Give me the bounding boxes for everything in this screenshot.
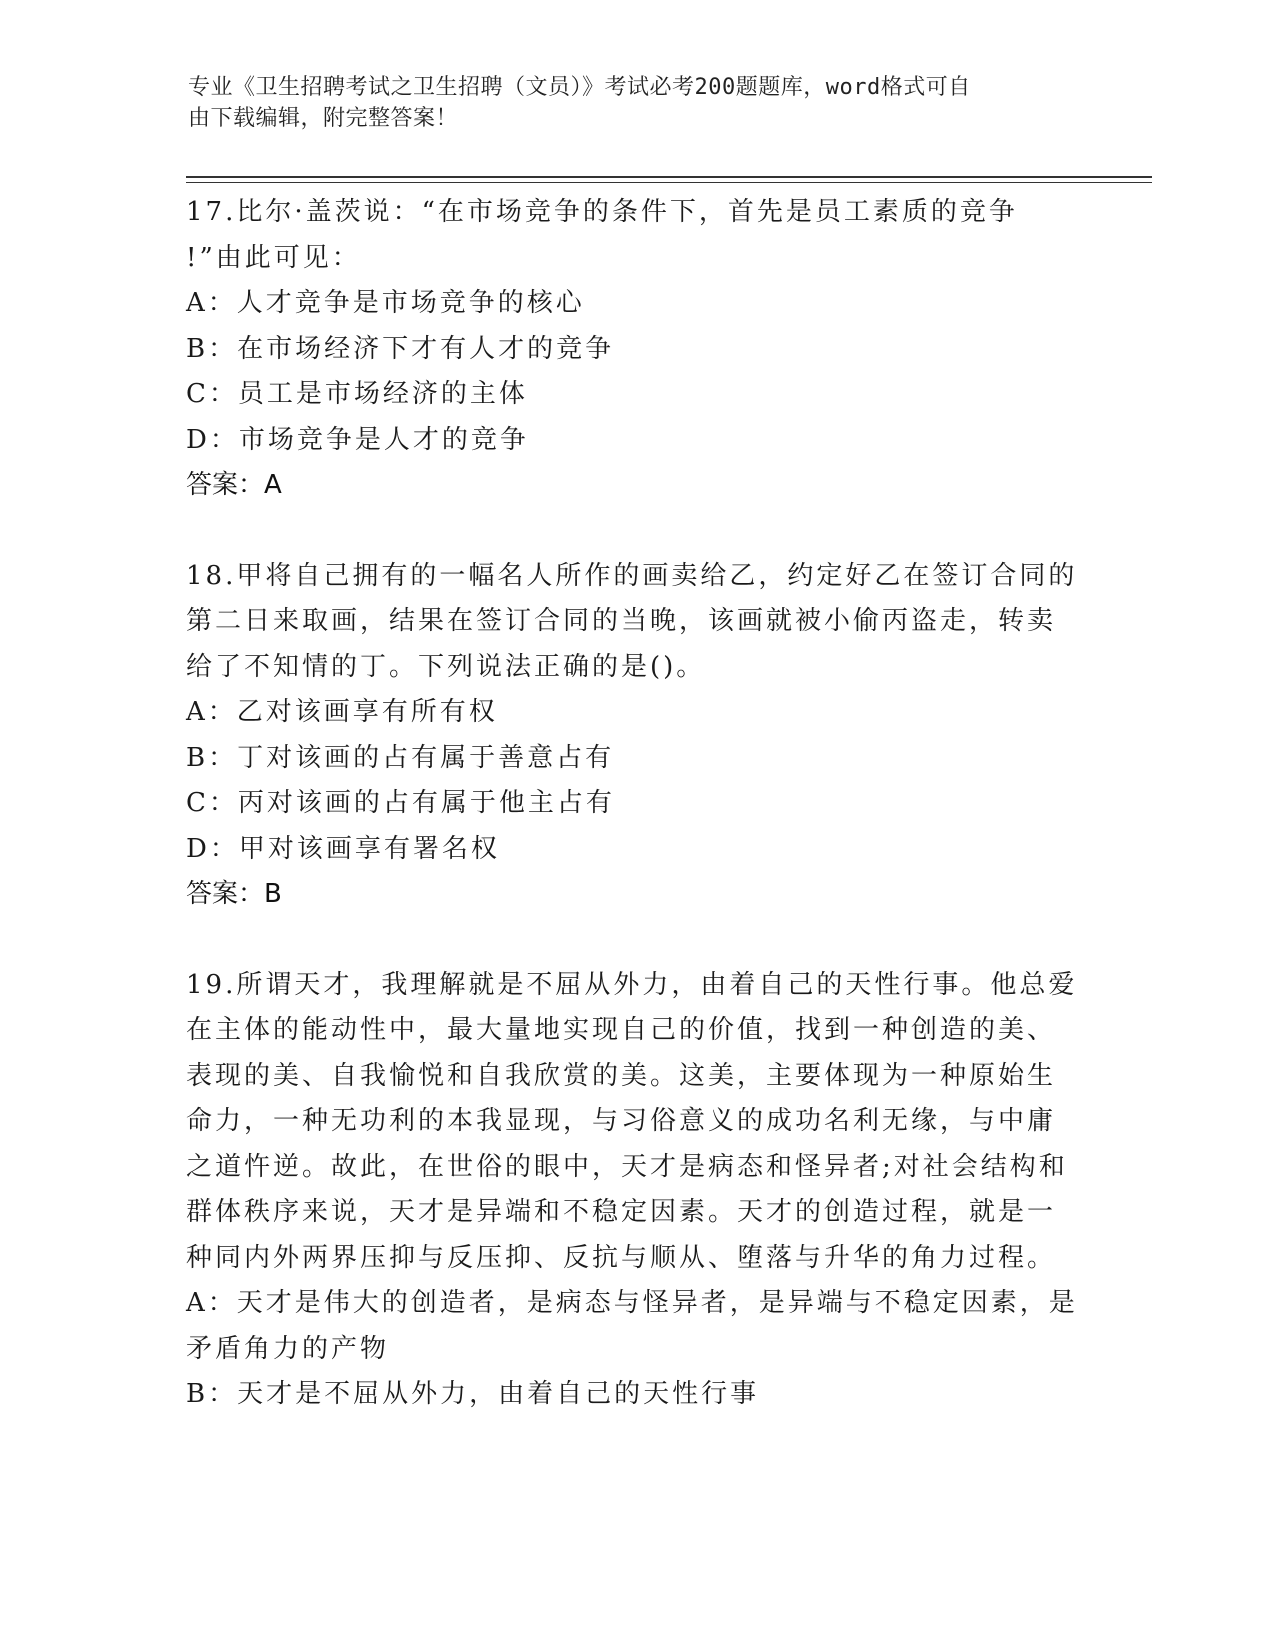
header-divider [186,182,1152,183]
option-c: C：员工是市场经济的主体 [186,379,528,409]
answer-label: 答案：B [186,879,282,909]
option-b: B：天才是不屈从外力，由着自己的天性行事 [186,1379,760,1409]
option-b: B：丁对该画的占有属于善意占有 [186,742,615,773]
question-stem: 之道忤逆。故此，在世俗的眼中，天才是病态和怪异者;对社会结构和 [186,1151,1068,1182]
option-c: C：丙对该画的占有属于他主占有 [186,788,615,818]
document-header [188,72,1068,134]
question-stem: 18.甲将自己拥有的一幅名人所作的画卖给乙，约定好乙在签订合同的 [186,560,1078,591]
question-stem: 表现的美、自我愉悦和自我欣赏的美。这美，主要体现为一种原始生 [186,1060,1057,1091]
question-stem: 17.比尔·盖茨说：“在市场竞争的条件下，首先是员工素质的竞争 [186,197,1018,227]
header-divider [186,176,1152,178]
option-d: D：甲对该画享有署名权 [186,833,500,864]
option-b: B：在市场经济下才有人才的竞争 [186,333,615,364]
question-stem: 群体秩序来说，天才是异端和不稳定因素。天才的创造过程，就是一 [186,1197,1057,1227]
option-d: D：市场竞争是人才的竞争 [186,424,529,455]
question-stem: !”由此可见： [186,242,361,273]
header-line: 专业《卫生招聘考试之卫生招聘（文员）》考试必考200题题库，word格式可自 [188,75,971,100]
answer-label: 答案：A [186,470,282,500]
question-stem: 命力，一种无功利的本我显现，与习俗意义的成功名利无缘，与中庸 [186,1106,1057,1136]
header-line: 由下载编辑，附完整答案！ [188,106,459,131]
question-block [186,190,1086,509]
question-stem: 19.所谓天才，我理解就是不屈从外力，由着自己的天性行事。他总爱 [186,969,1078,1000]
option-a: A：人才竞争是市场竞争的核心 [186,288,585,318]
question-list [186,190,1086,1418]
option-a: A：乙对该画享有所有权 [186,697,498,727]
option-a: A：天才是伟大的创造者，是病态与怪异者，是异端与不稳定因素，是 [186,1288,1078,1318]
question-block [186,554,1086,918]
option-a-continued: 矛盾角力的产物 [186,1333,390,1364]
question-stem: 种同内外两界压抑与反压抑、反抗与顺从、堕落与升华的角力过程。 [186,1242,1057,1273]
question-stem: 给了不知情的丁。下列说法正确的是()。 [186,651,706,682]
question-stem: 在主体的能动性中，最大量地实现自己的价值，找到一种创造的美、 [186,1015,1057,1045]
question-stem: 第二日来取画，结果在签订合同的当晚，该画就被小偷丙盗走，转卖 [186,606,1057,636]
question-block [186,963,1086,1418]
